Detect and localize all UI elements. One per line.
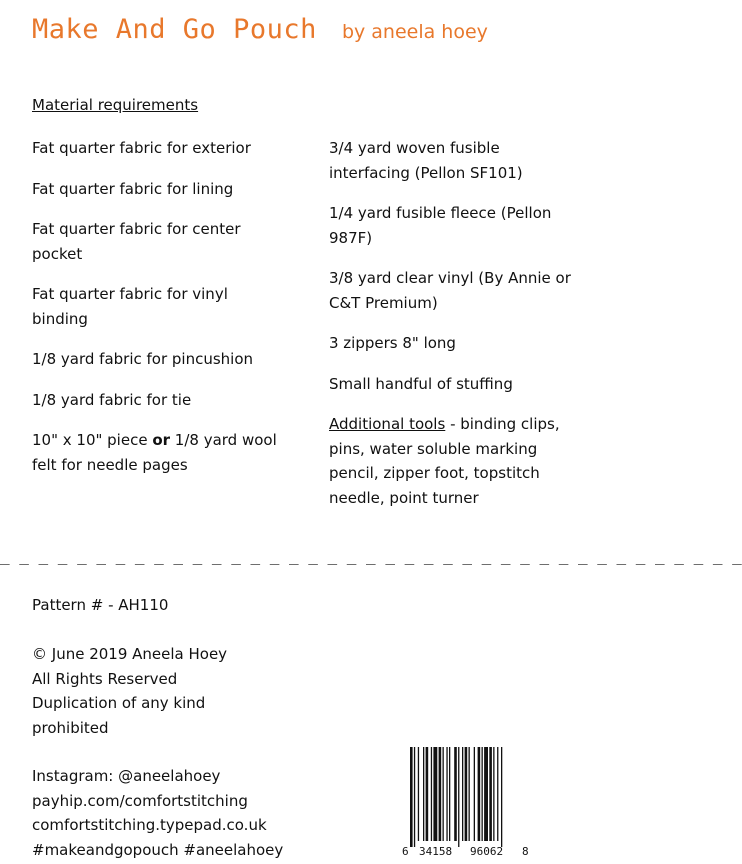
barcode-bar (439, 747, 442, 841)
additional-tools (329, 412, 579, 510)
barcode-bar (433, 747, 437, 841)
social-links (32, 764, 312, 862)
material-item: Fat quarter fabric for vinyl binding (32, 285, 228, 328)
instagram-handle: Instagram: @aneelahoey (32, 767, 221, 785)
barcode-bar (426, 747, 429, 841)
tools-list: - binding clips, pins, water soluble marking pencil, zipper foot, topstitch needle, point turner (329, 415, 560, 507)
barcode-bar (454, 747, 457, 841)
copyright-block (32, 642, 312, 740)
hashtags: #makeandgopouch #aneelahoey (32, 840, 284, 859)
materials-left-column (32, 136, 282, 493)
copyright-line: All Rights Reserved (32, 669, 178, 688)
barcode-left-group: 34158 (419, 845, 453, 858)
barcode-bar (484, 747, 488, 841)
material-item: 3/4 yard woven fusible interfacing (Pellon SF101) (329, 139, 523, 182)
barcode-bar (474, 747, 475, 841)
barcode-bar (501, 747, 502, 847)
barcode-bar (482, 747, 483, 841)
pattern-title: Make And Go Pouch (32, 14, 317, 45)
barcode-bar (465, 747, 468, 841)
barcode-bar (493, 747, 494, 841)
tools-heading: Additional tools (329, 415, 446, 433)
materials-heading: Material requirements (32, 96, 199, 114)
barcode-bar (478, 747, 481, 841)
copyright-line: © June 2019 Aneela Hoey (32, 645, 228, 663)
blog-url: comfortstitching.typepad.co.uk (32, 816, 267, 834)
material-item: 3/8 yard clear vinyl (By Annie or C&T Premium) (329, 269, 571, 312)
barcode-bar (431, 747, 432, 841)
barcode-right-group: 96062 (470, 845, 504, 858)
designer-byline: by aneela hoey (341, 21, 488, 43)
barcode (402, 747, 532, 862)
barcode-bar (469, 747, 470, 841)
barcode-bar (446, 747, 447, 841)
material-item: Fat quarter fabric for lining (32, 179, 234, 198)
barcode-bar (443, 747, 444, 841)
barcode-bar (418, 747, 419, 841)
barcode-bars (402, 747, 532, 847)
barcode-bar (449, 747, 450, 841)
copyright-line: prohibited (32, 718, 109, 737)
felt-text-start: 10" x 10" piece (32, 431, 153, 449)
barcode-bar (497, 747, 498, 841)
barcode-check-digit: 8 (522, 845, 529, 858)
materials-right-column (329, 136, 579, 526)
material-item-felt (32, 428, 282, 477)
barcode-bar (458, 747, 459, 847)
dashed-divider: _ _ _ _ _ _ _ _ _ _ _ _ _ _ _ _ _ _ _ _ _ _ _ _ _ _ _ _ _ _ _ _ _ _ _ _ _ _ _ (0, 546, 742, 565)
copyright-line: Duplication of any kind (32, 694, 206, 712)
material-item: Fat quarter fabric for exterior (32, 139, 251, 157)
material-item: 1/8 yard fabric for tie (32, 390, 192, 409)
barcode-lead-digit: 6 (402, 845, 409, 858)
felt-or-emphasis: or (152, 431, 171, 449)
material-item: Small handful of stuffing (329, 374, 513, 393)
pattern-number: Pattern # - AH110 (32, 596, 169, 614)
material-item: 1/4 yard fusible fleece (Pellon 987F) (329, 204, 552, 247)
barcode-bar (414, 747, 415, 847)
material-item: 1/8 yard fabric for pincushion (32, 350, 254, 368)
page-header (32, 14, 488, 45)
barcode-bar (410, 747, 413, 847)
barcode-bar (462, 747, 463, 841)
barcode-bar (489, 747, 492, 841)
barcode-bar (423, 747, 424, 841)
material-item: 3 zippers 8" long (329, 334, 456, 352)
payhip-url: payhip.com/comfortstitching (32, 791, 248, 810)
felt-text-end: 1/8 yard wool felt for needle pages (32, 431, 277, 474)
material-item: Fat quarter fabric for center pocket (32, 220, 241, 263)
